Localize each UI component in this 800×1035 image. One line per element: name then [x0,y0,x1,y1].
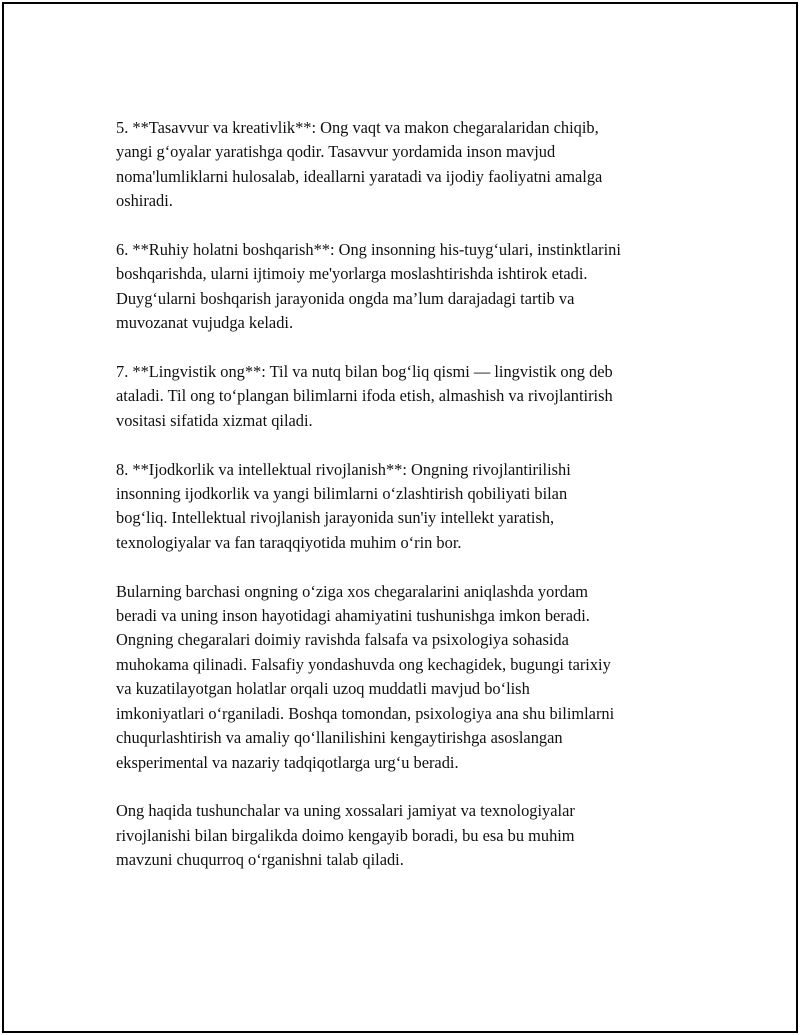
text-line: 8. **Ijodkorlik va intellektual rivojlanish**: Ongning rivojlantirilishi [116,459,571,479]
text-line: 6. **Ruhiy holatni boshqarish**: Ong insonning his-tuyg‘ulari, instinktlarini [116,240,621,260]
text-line: Ong haqida tushunchalar va uning xossalari jamiyat va texnologiyalar [116,801,575,821]
text-line: Bularning barchasi ongning o‘ziga xos chegaralarini aniqlashda yordam [116,581,588,601]
paragraph-conclusion [116,799,691,872]
text-line: 7. **Lingvistik ong**: Til va nutq bilan bog‘liq qismi — lingvistik ong deb [116,362,613,382]
text-line: muhokama qilinadi. Falsafiy yondashuvda ong kechagidek, bugungi tarixiy [116,654,611,674]
text-line: vositasi sifatida xizmat qiladi. [116,410,313,430]
text-line: eksperimental va nazariy tadqiqotlarga urg‘u beradi. [116,752,459,772]
text-line: muvozanat vujudga keladi. [116,313,294,333]
text-line: 5. **Tasavvur va kreativlik**: Ong vaqt va makon chegaralaridan chiqib, [116,118,599,137]
paragraph-item-6-emotional-control [116,238,691,336]
text-line: noma'lumliklarni hulosalab, ideallarni yaratadi va ijodiy faoliyatni amalga [116,166,603,186]
text-line: oshiradi. [116,191,173,211]
text-line: ataladi. Til ong to‘plangan bilimlarni ifoda etish, almashish va rivojlantirish [116,386,613,406]
text-line: imkoniyatlari o‘rganiladi. Boshqa tomondan, psixologiya ana shu bilimlarni [116,703,615,723]
text-line: mavzuni chuqurroq o‘rganishni talab qiladi. [116,850,404,870]
text-line: chuqurlashtirish va amaliy qo‘llanilishini kengaytirishga asoslangan [116,728,563,748]
document-body [116,116,691,873]
text-line: beradi va uning inson hayotidagi ahamiyatini tushunishga imkon beradi. [116,606,590,626]
text-line: bog‘liq. Intellektual rivojlanish jarayonida sun'iy intellekt yaratish, [116,508,555,528]
paragraph-item-7-linguistic [116,360,691,433]
text-line: insonning ijodkorlik va yangi bilimlarni o‘zlashtirish qobiliyati bilan [116,484,568,504]
text-line: texnologiyalar va fan taraqqiyotida muhim o‘rin bor. [116,532,462,552]
text-line: boshqarishda, ularni ijtimoiy me'yorlarga moslashtirishda ishtirok etadi. [116,264,588,284]
text-line: rivojlanishi bilan birgalikda doimo kengayib boradi, bu esa bu muhim [116,825,575,845]
text-line: Duyg‘ularni boshqarish jarayonida ongda ma’lum darajadagi tartib va [116,288,575,308]
paragraph-item-8-intellectual [116,458,691,556]
text-line: Ongning chegaralari doimiy ravishda falsafa va psixologiya sohasida [116,630,569,650]
text-line: yangi g‘oyalar yaratishga qodir. Tasavvur yordamida inson mavjud [116,142,556,162]
paragraph-summary [116,580,691,775]
paragraph-item-5-creativity [116,116,691,214]
text-line: va kuzatilayotgan holatlar orqali uzoq muddatli mavjud bo‘lish [116,679,530,699]
